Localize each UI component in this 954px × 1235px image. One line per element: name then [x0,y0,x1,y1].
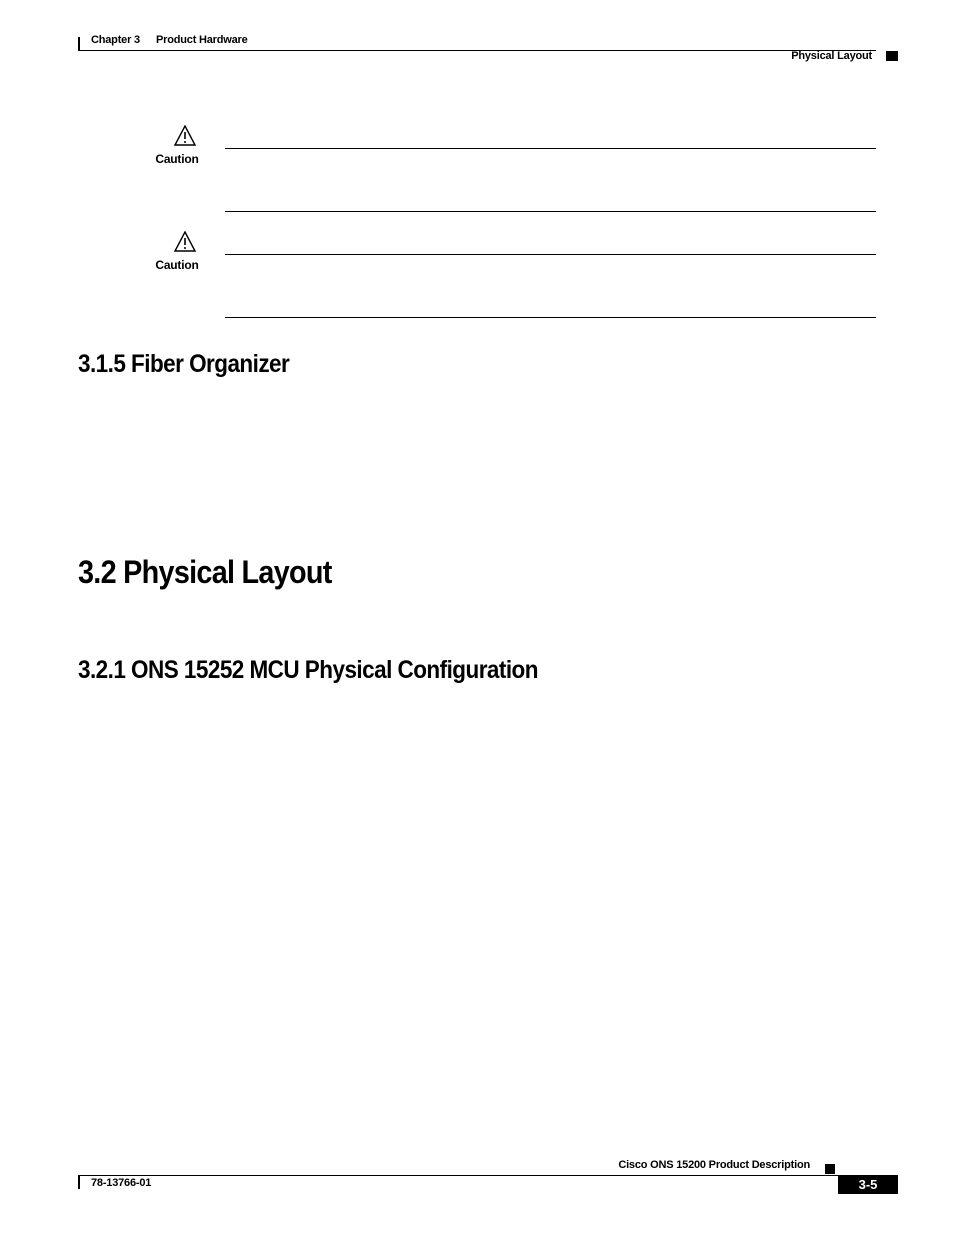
header-marker-block [886,51,898,61]
caution-1-label: Caution [155,152,199,166]
footer-marker-block [825,1164,835,1174]
caution-2-label: Caution [155,258,199,272]
warning-triangle-icon [174,125,196,147]
header-rule [78,50,876,51]
footer-rule-vertical [78,1175,80,1189]
header-rule-vertical [78,37,80,51]
header-section-title: Physical Layout [791,50,872,62]
caution-2-icon-wrap [174,231,196,258]
caution-1-icon-wrap [174,125,196,152]
header-chapter-title: Product Hardware [156,34,248,46]
caution-2-top-rule [225,254,876,255]
heading-fiber-organizer: 3.1.5 Fiber Organizer [78,350,290,378]
warning-triangle-icon [174,231,196,253]
heading-physical-layout: 3.2 Physical Layout [78,554,332,590]
footer-page-number: 3-5 [838,1175,898,1194]
heading-mcu-physical-configuration: 3.2.1 ONS 15252 MCU Physical Configuration [78,656,538,684]
footer-document-number: 78-13766-01 [91,1177,152,1189]
footer-document-title: Cisco ONS 15200 Product Description [618,1159,810,1171]
header-chapter: Chapter 3 [91,34,140,46]
caution-1-bottom-rule [225,211,876,212]
caution-1-top-rule [225,148,876,149]
footer-rule [78,1175,838,1176]
caution-2-bottom-rule [225,317,876,318]
